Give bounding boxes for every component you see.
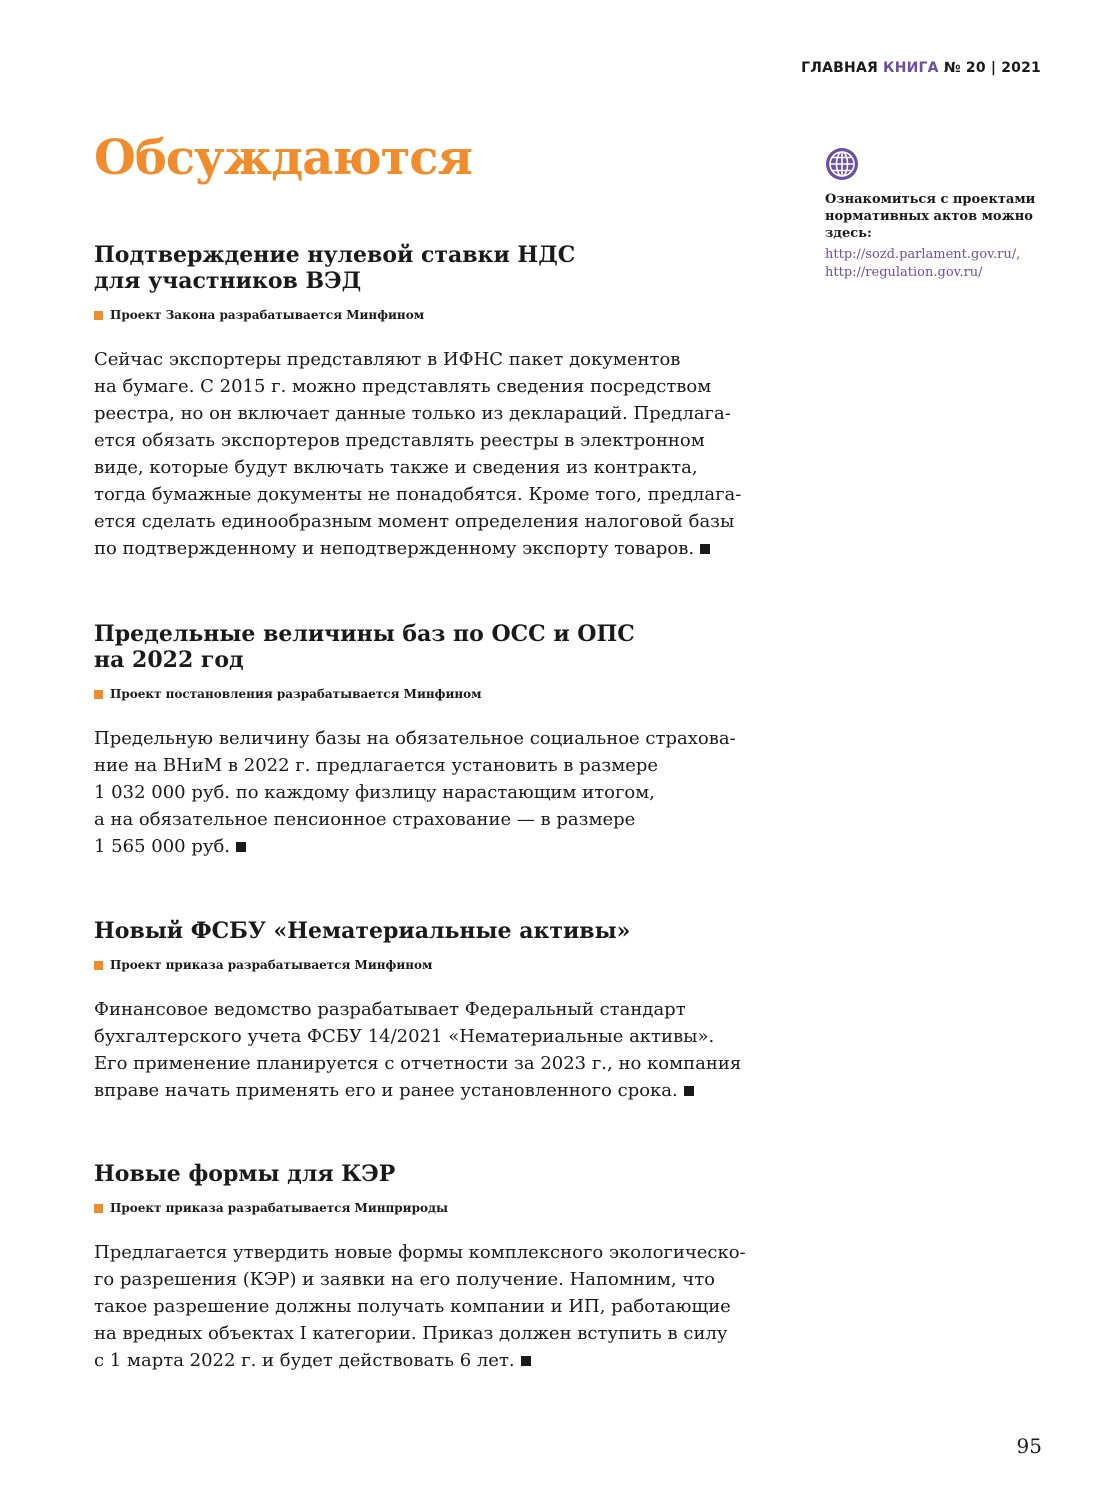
title-line: для участников ВЭД [94,268,362,294]
article-source [94,687,794,701]
source-text: Проект приказа разрабатывается Минфином [110,958,433,972]
source-text: Проект Закона разрабатывается Минфином [110,308,425,322]
body-line: Предлагается утвердить новые формы комплексного экологическо- [94,1242,746,1263]
body-line: Сейчас экспортеры представляют в ИФНС пакет документов [94,349,681,370]
body-line: по подтвержденному и неподтвержденному экспорту товаров. [94,538,695,559]
body-line: вправе начать применять его и ранее установленного срока. [94,1080,678,1101]
body-line: Предельную величину базы на обязательное социальное страхова- [94,728,736,749]
body-line: такое разрешение должны получать компании и ИП, работающие [94,1296,731,1317]
article-title [94,621,794,673]
body-line: го разрешения (КЭР) и заявки на его получение. Напомним, что [94,1269,715,1290]
end-square-icon [684,1086,694,1096]
link-regulation[interactable]: http://regulation.gov.ru/ [825,265,983,280]
masthead [801,60,1041,76]
body-line: тогда бумажные документы не понадобятся. Кроме того, предлага- [94,484,742,505]
body-line: на бумаге. С 2015 г. можно представлять сведения посредством [94,376,712,397]
article-body [94,1239,794,1374]
page-number: 95 [1016,1434,1042,1458]
masthead-brand-1: ГЛАВНАЯ [801,60,878,76]
body-line: бухгалтерского учета ФСБУ 14/2021 «Нематериальные активы». [94,1026,715,1047]
article-insurance-limits [94,621,794,860]
article-fsbu-intangibles [94,918,794,1104]
body-line: ется обязать экспортеров представлять реестры в электронном [94,430,705,451]
end-square-icon [236,842,246,852]
body-line: реестра, но он включает данные только из деклараций. Предлага- [94,403,731,424]
bullet-square-icon [94,311,103,320]
masthead-issue: № 20 | 2021 [943,60,1041,76]
article-body [94,996,794,1104]
end-square-icon [521,1356,531,1366]
body-line: Его применение планируется с отчетности за 2023 г., но компания [94,1053,742,1074]
article-source [94,1201,794,1215]
source-text: Проект приказа разрабатывается Минприроды [110,1201,448,1215]
article-title [94,1161,794,1187]
article-source [94,958,794,972]
body-line: с 1 марта 2022 г. и будет действовать 6 лет. [94,1350,515,1371]
article-title [94,242,794,294]
article-body [94,346,794,562]
bullet-square-icon [94,690,103,699]
body-line: ние на ВНиМ в 2022 г. предлагается установить в размере [94,755,659,776]
article-body [94,725,794,860]
article-vat-zero-rate [94,242,794,562]
masthead-brand-2: КНИГА [883,60,939,76]
title-line: Новый ФСБУ «Нематериальные активы» [94,918,631,944]
body-line: 1 565 000 руб. [94,836,231,857]
article-title [94,918,794,944]
bullet-square-icon [94,1204,103,1213]
page-title: Обсуждаются [94,130,472,186]
link-sozd[interactable]: http://sozd.parlament.gov.ru/, [825,247,1021,262]
title-line: Новые формы для КЭР [94,1161,396,1187]
body-line: на вредных объектах I категории. Приказ должен вступить в силу [94,1323,728,1344]
sidebar-label: Ознакомиться с проектами нормативных актов можно здесь: [825,192,1036,241]
article-source [94,308,794,322]
article-ker-forms [94,1161,794,1374]
bullet-square-icon [94,961,103,970]
body-line: Финансовое ведомство разрабатывает Федеральный стандарт [94,999,686,1020]
body-line: а на обязательное пенсионное страхование — в размере [94,809,636,830]
sidebar-note [825,147,1055,282]
title-line: Подтверждение нулевой ставки НДС [94,242,576,268]
title-line: Предельные величины баз по ОСС и ОПС [94,621,635,647]
body-line: ется сделать единообразным момент определения налоговой базы [94,511,735,532]
globe-icon [825,147,859,181]
body-line: 1 032 000 руб. по каждому физлицу нарастающим итогом, [94,782,655,803]
end-square-icon [700,544,710,554]
title-line: на 2022 год [94,647,244,673]
source-text: Проект постановления разрабатывается Минфином [110,687,482,701]
body-line: виде, которые будут включать также и сведения из контракта, [94,457,698,478]
